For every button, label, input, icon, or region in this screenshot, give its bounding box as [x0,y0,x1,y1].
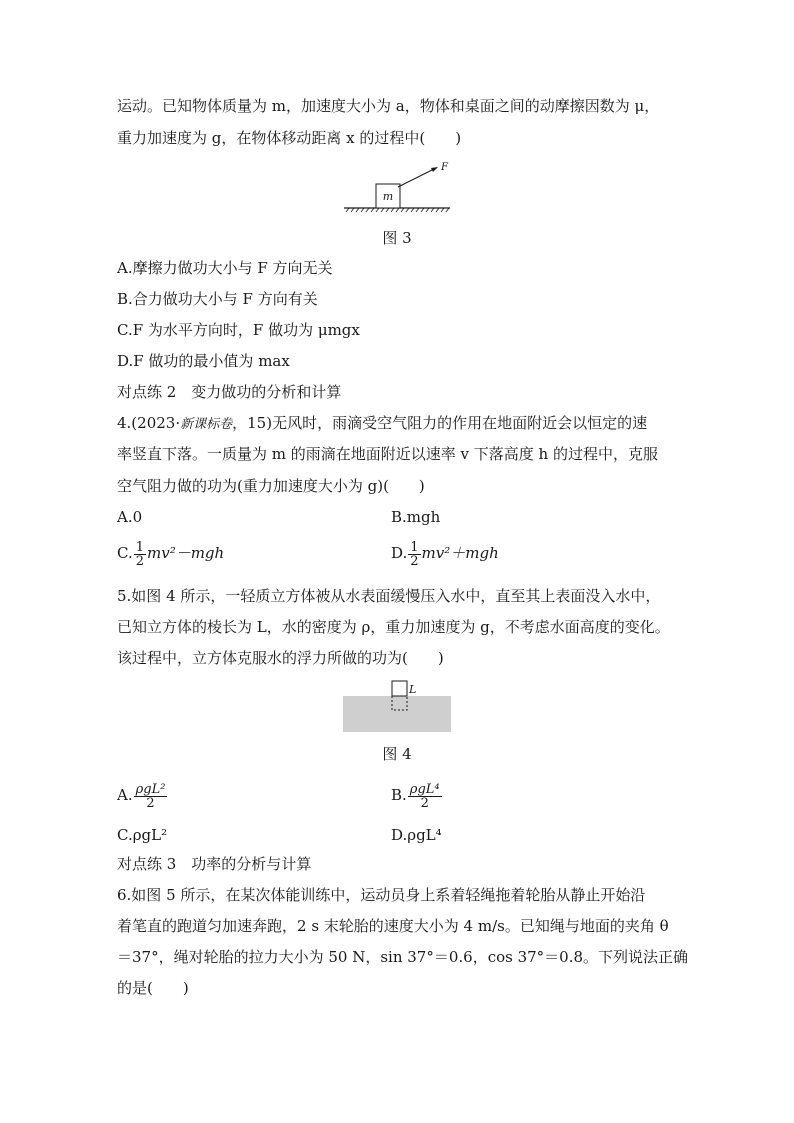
q5-text-line-1: 5.如图 4 所示，一轻质立方体被从水表面缓慢压入水中，直至其上表面没入水中， [117,587,661,605]
force-arrow-head [431,167,438,172]
q3-option-d: D.F 做功的最小值为 max [117,352,290,370]
q4-source: 新课标卷 [180,417,233,432]
figure-4-caption: 图 4 [382,745,412,763]
q3-text-line-1: 运动。已知物体质量为 m，加速度大小为 a，物体和桌面之间的动摩擦因数为 μ， [117,97,660,115]
q6-text-line-2: 着笔直的跑道匀加速奔跑，2 s 末轮胎的速度大小为 4 m/s。已知绳与地面的夹角 θ [117,917,669,935]
q4-number-year: 4.(2023· [117,414,181,432]
q4-option-d-expression: mv²＋mgh [421,544,499,562]
q4-option-c-fraction [134,541,146,568]
figure-3-caption: 图 3 [382,229,412,247]
q6-text-line-3: ＝37°，绳对轮胎的拉力大小为 50 N，sin 37°＝0.6，cos 37°＝0.8。下列说法正确 [117,948,689,966]
q4-option-c-prefix: C. [117,544,133,562]
fraction-denominator: 2 [410,553,419,569]
q5-option-b [391,778,443,812]
fraction-numerator: 1 [135,539,144,555]
q5-option-b-prefix: B. [391,786,407,804]
q4-option-c [117,538,224,568]
q4-option-a: A.0 [117,508,143,526]
q5-option-c: C.ρgL² [117,826,168,844]
q4-text-line-1 [117,413,647,435]
force-label: F [441,162,448,173]
q4-text-line-2: 率竖直下落。一质量为 m 的雨滴在地面附近以速率 v 下落高度 h 的过程中，克服 [117,445,658,463]
fraction-denominator: 2 [135,553,144,569]
fraction-numerator: ρgL² [135,781,166,797]
q4-option-d-prefix: D. [391,544,408,562]
q4-option-b: B.mgh [391,508,441,526]
q3-option-a: A.摩擦力做功大小与 F 方向无关 [117,259,333,277]
figure-4-cube-in-water [340,676,454,736]
section-heading-3: 对点练 3 功率的分析与计算 [117,855,312,873]
q5-option-a [117,778,168,812]
q4-option-c-expression: mv²－mgh [147,544,225,562]
cube-edge-label: L [409,683,417,696]
fraction-denominator: 2 [420,795,429,811]
q6-text-line-1: 6.如图 5 所示，在某次体能训练中，运动员身上系着轻绳拖着轮胎从静止开始沿 [117,886,646,904]
q5-option-d: D.ρgL⁴ [391,826,442,844]
q5-text-line-3: 该过程中，立方体克服水的浮力所做的功为( ) [117,649,444,667]
figure-3-block-on-table [340,158,460,218]
q4-option-d [391,538,499,568]
fraction-numerator: 1 [410,539,419,555]
q6-text-line-4: 的是( ) [117,979,189,997]
fraction-denominator: 2 [146,795,155,811]
q3-option-c: C.F 为水平方向时，F 做功为 μmgx [117,321,360,339]
q3-option-b: B.合力做功大小与 F 方向有关 [117,290,318,308]
force-arrow-shaft [398,168,436,187]
q4-line1-rest: ，15)无风时，雨滴受空气阻力的作用在地面附近会以恒定的速 [232,414,648,432]
q3-text-line-2: 重力加速度为 g，在物体移动距离 x 的过程中( ) [117,129,462,147]
water-region [343,696,451,732]
q5-option-b-fraction [408,783,442,810]
section-heading-2: 对点练 2 变力做功的分析和计算 [117,383,342,401]
q5-option-a-fraction [134,783,168,810]
cube-above-water [392,681,407,696]
q5-text-line-2: 已知立方体的棱长为 L，水的密度为 ρ，重力加速度为 g，不考虑水面高度的变化。 [117,618,670,636]
block-mass-label: m [382,190,394,203]
q4-option-d-fraction [408,541,420,568]
q5-option-a-prefix: A. [117,786,133,804]
q4-text-line-3: 空气阻力做的功为(重力加速度大小为 g)( ) [117,477,425,495]
fraction-numerator: ρgL⁴ [409,781,440,797]
